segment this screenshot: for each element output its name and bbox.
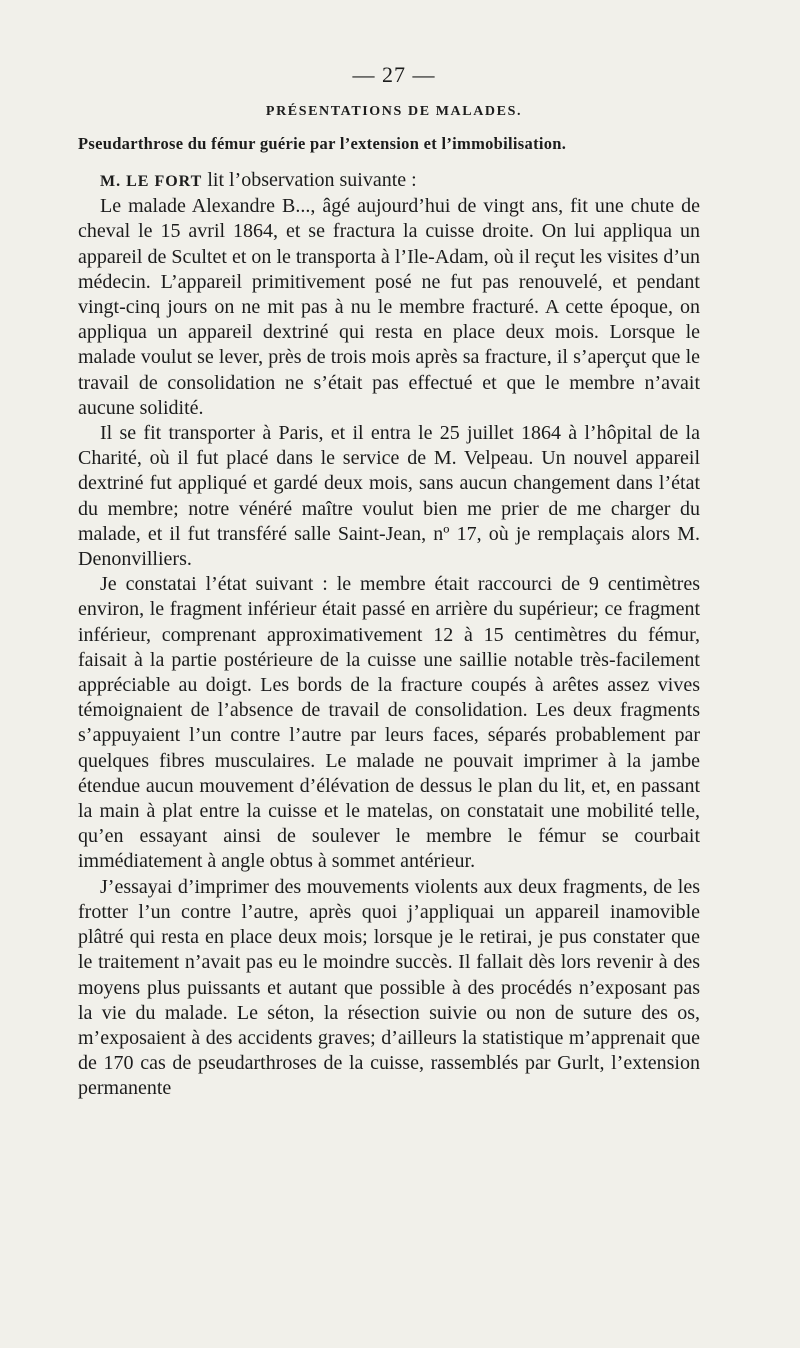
section-title: PRÉSENTATIONS DE MALADES.	[265, 104, 523, 119]
speaker-intro: lit l’observation suivante :	[202, 169, 417, 191]
paragraph-1: Le malade Alexandre B..., âgé aujourd’hui de vingt ans, fit une chute de cheval le 15 avril 1864, et se fractura la cuisse droite. On lui appliqua un appareil de Scultet et on le transporta à l’Ile-Adam, où il reçut les visites d’un médecin. L’appareil primitivement posé ne fut pas renouvelé, et pendant vingt-cinq jours on ne mit pas à nu le membre fracturé. A cette époque, on appliqua un appareil dextriné qui resta en place deux mois. Lorsque le malade voulut se lever, près de trois mois après sa fracture, il s’aperçut que le travail de consolidation ne s’était pas effectué et que le membre n’avait aucune solidité.	[78, 195, 700, 419]
page-number: — 27 —	[352, 62, 436, 87]
article-title: Pseudarthrose du fémur guérie par l’extension et l’immobilisation.	[78, 134, 567, 153]
paragraph-2: Il se fit transporter à Paris, et il entra le 25 juillet 1864 à l’hôpital de la Charité, où il fut placé dans le service de M. Velpeau. Un nouvel appareil dextriné fut appliqué et gardé deux mois, sans aucun changement dans l’état du membre; notre vénéré maître voulut bien me prier de me charger du malade, et il fut transféré salle Saint-Jean, nº 17, où je remplaçais alors M. Denonvilliers.	[78, 422, 700, 571]
paragraph-4: J’essayai d’imprimer des mouvements violents aux deux fragments, de les frotter l’un contre l’autre, après quoi j’appliquai un appareil inamovible plâtré qui resta en place deux mois; lorsque je le retirai, je pus constater que le traitement n’avait pas eu le moindre succès. Il fallait dès lors revenir à des moyens plus puissants et autant que possible à des procédés n’exposant pas la vie du malade. Le séton, la résection suivie ou non de suture des os, m’exposaient à des accidents graves; d’ailleurs la statistique m’apprenait que de 170 cas de pseudarthroses de la cuisse, rassemblés par Gurlt, l’extension permanente	[78, 875, 700, 1100]
speaker-name: M. LE FORT	[100, 173, 203, 190]
paragraph-3: Je constatai l’état suivant : le membre était raccourci de 9 centimètres environ, le fragment inférieur était passé en arrière du supérieur; ce fragment inférieur, comprenant approximativement 12 à 15 centimètres du fémur, faisait à la partie postérieure de la cuisse une saillie notable très-facilement appréciable au doigt. Les bords de la fracture coupés à arêtes assez vives témoignaient de l’absence de travail de consolidation. Les deux fragments s’appuyaient l’un contre l’autre par leurs faces, séparés probablement par quelques fibres musculaires. Le malade ne pouvait imprimer à la jambe étendue aucun mouvement d’élévation de dessus le plan du lit, et, en passant la main à plat entre la cuisse et le matelas, on constatait une mobilité telle, qu’en essayant ainsi de soulever le membre le fémur se courbait immédiatement à angle obtus à sommet antérieur.	[78, 573, 700, 873]
body-text	[78, 168, 700, 1102]
speaker-intro-paragraph	[78, 168, 700, 194]
